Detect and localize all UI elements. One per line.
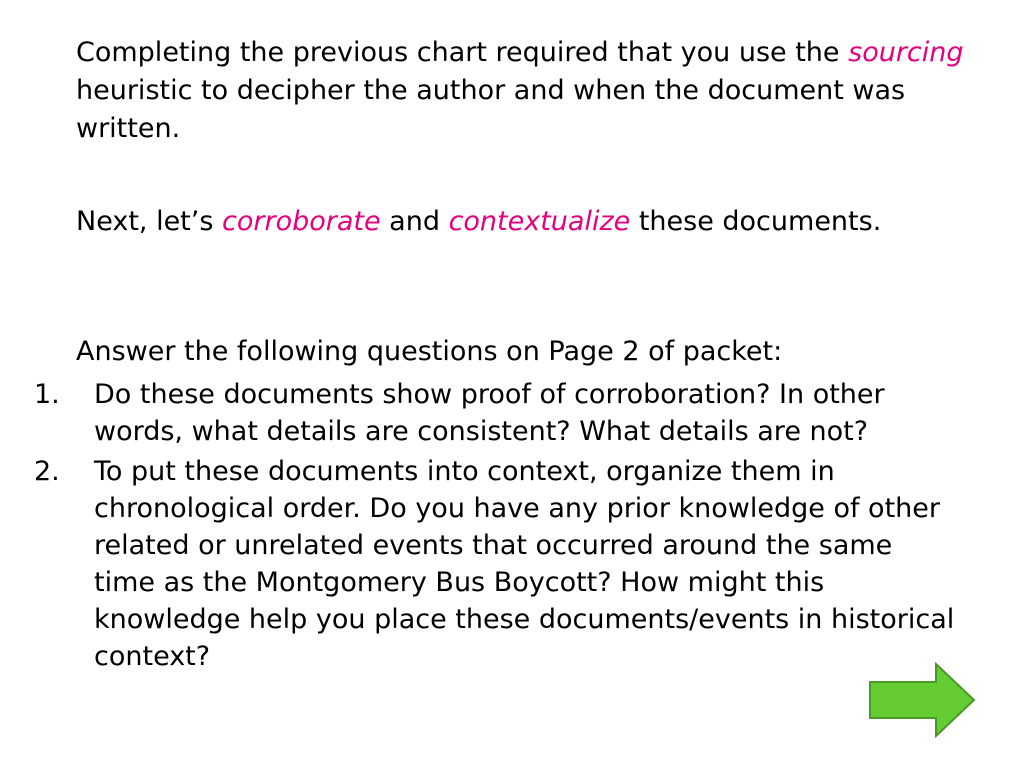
next-slide-button[interactable] [868,662,976,738]
question-text-2: To put these documents into context, organize them in chronological order. Do you have any prior knowledge of other related or unrelated events that occurred around the same time as the Montgomery Bus Boycott? How might this knowledge help you place these documents/events in historical context? [94,456,955,672]
next-step-paragraph [76,203,976,241]
next-step-text-2: and [380,206,449,237]
intro-text-start: Completing the previous chart required that you use the [76,37,849,68]
question-list [0,376,960,678]
question-number-2: 2. [34,456,60,487]
next-step-text-3: these documents. [630,206,882,237]
contextualize-term: contextualize [448,206,631,237]
sourcing-term: sourcing [848,37,964,68]
intro-paragraph [76,34,976,148]
question-number-1: 1. [34,379,60,410]
question-item-2 [0,453,960,675]
next-step-text-1: Next, let’s [76,206,222,237]
intro-text-end: heuristic to decipher the author and when the document was written. [76,75,906,144]
corroborate-term: corroborate [222,206,381,237]
instructions-paragraph: Answer the following questions on Page 2 of packet: [76,336,783,367]
arrow-shape [870,664,974,736]
question-text-1: Do these documents show proof of corroboration? In other words, what details are consistent? What details are not? [94,379,885,447]
right-arrow-icon [868,662,976,738]
question-item-1 [0,376,960,450]
